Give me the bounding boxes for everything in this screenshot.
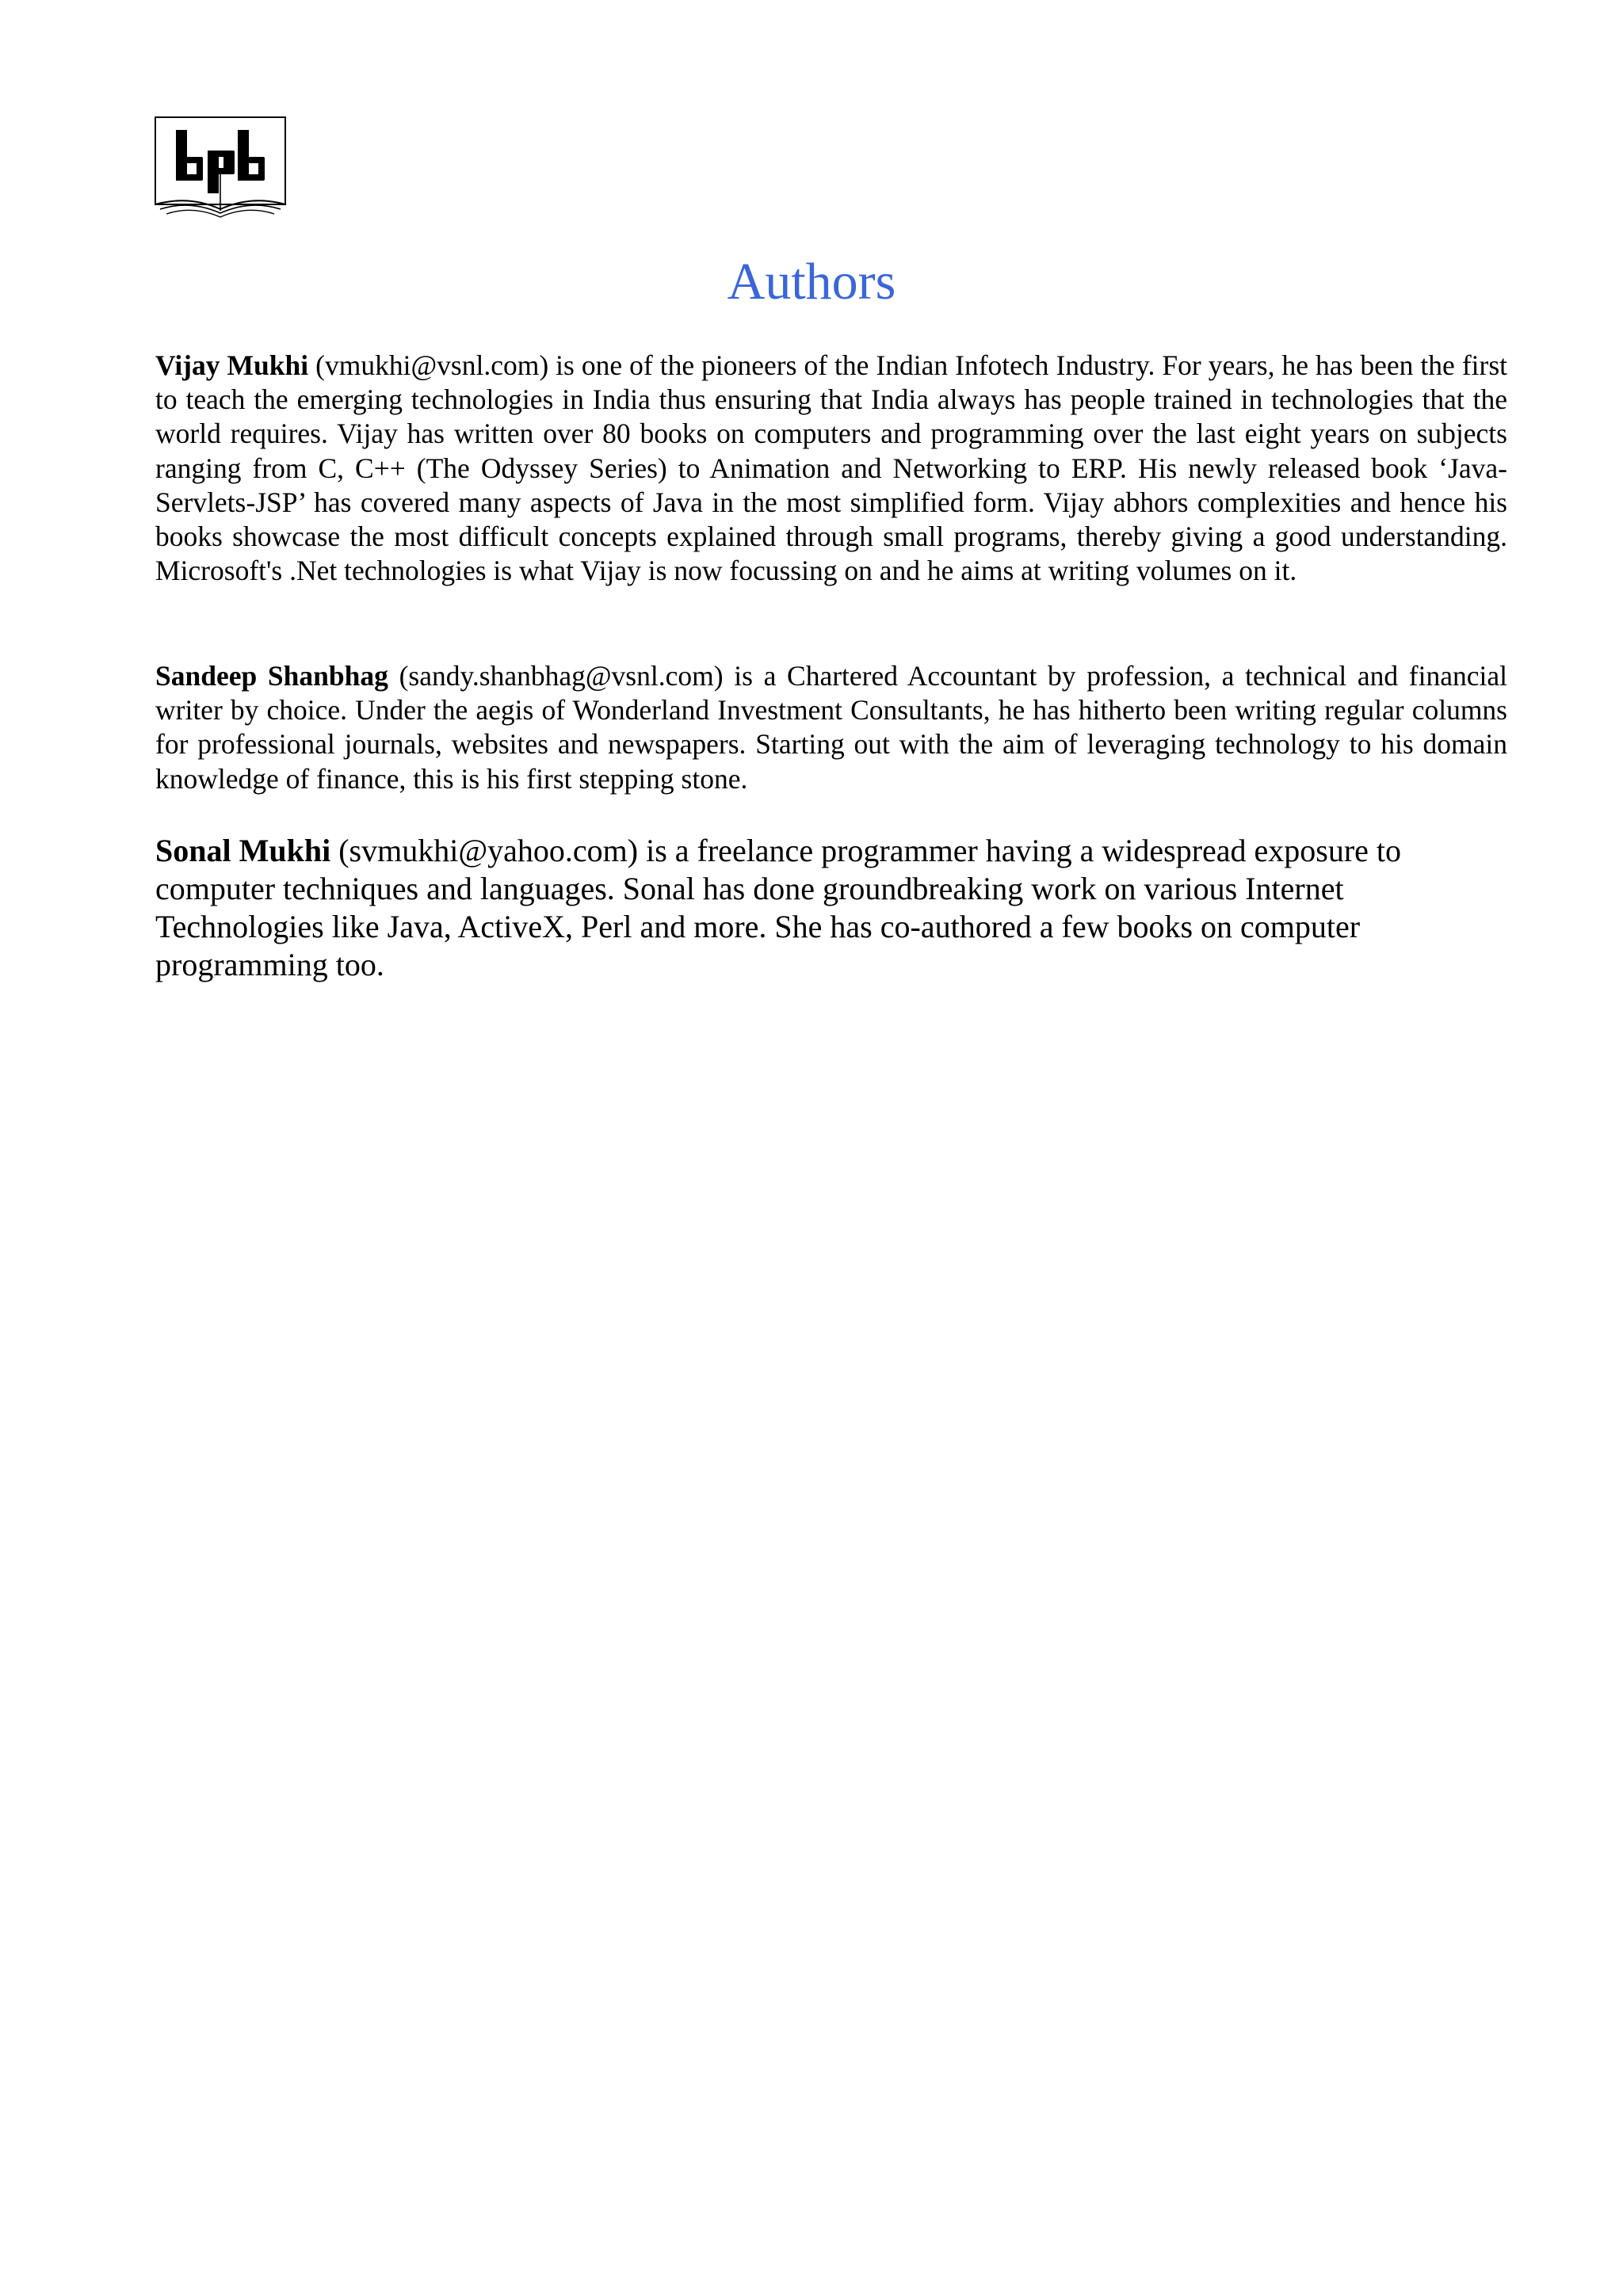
author-bio-sandeep-shanbhag bbox=[155, 659, 1507, 796]
publisher-logo bbox=[154, 116, 288, 219]
author-name: Sonal Mukhi bbox=[155, 833, 331, 868]
author-bio-vijay-mukhi bbox=[155, 349, 1507, 588]
page-title: Authors bbox=[727, 253, 896, 311]
author-name: Vijay Mukhi bbox=[155, 349, 309, 381]
author-bio-text: (svmukhi@yahoo.com) is a freelance programmer having a widespread exposure to computer techniques and languages. Sonal has done groundbreaking work on various Internet Technologies like Java, ActiveX, Perl and more. She has co-authored a few books on computer programming too. bbox=[155, 833, 1402, 982]
author-name: Sandeep Shanbhag bbox=[155, 660, 388, 692]
author-bio-text: (vmukhi@vsnl.com) is one of the pioneers of the Indian Infotech Industry. For years, he has been the first to teach the emerging technologies in India thus ensuring that India always has people trained in technologies that the world requires. Vijay has written over 80 books on computers and programming over the last eight years on subjects ranging from C, C++ (The Odyssey Series) to Animation and Networking to ERP. His newly released book ‘Java-Servlets-JSP’ has covered many aspects of Java in the most simplified form. Vijay abhors complexities and hence his books showcase the most difficult concepts explained through small programs, thereby giving a good understanding. Microsoft's .Net technologies is what Vijay is now focussing on and he aims at writing volumes on it. bbox=[155, 349, 1508, 587]
author-bio-sonal-mukhi bbox=[155, 832, 1507, 984]
bpb-book-logo-icon bbox=[154, 116, 288, 219]
author-bio-text: (sandy.shanbhag@vsnl.com) is a Chartered Accountant by profession, a technical and financial writer by choice. Under the aegis of Wonderland Investment Consultants, he has hitherto been writing regular columns for professional journals, websites and newspapers. Starting out with the aim of leveraging technology to his domain knowledge of finance, this is his first stepping stone. bbox=[155, 660, 1507, 795]
